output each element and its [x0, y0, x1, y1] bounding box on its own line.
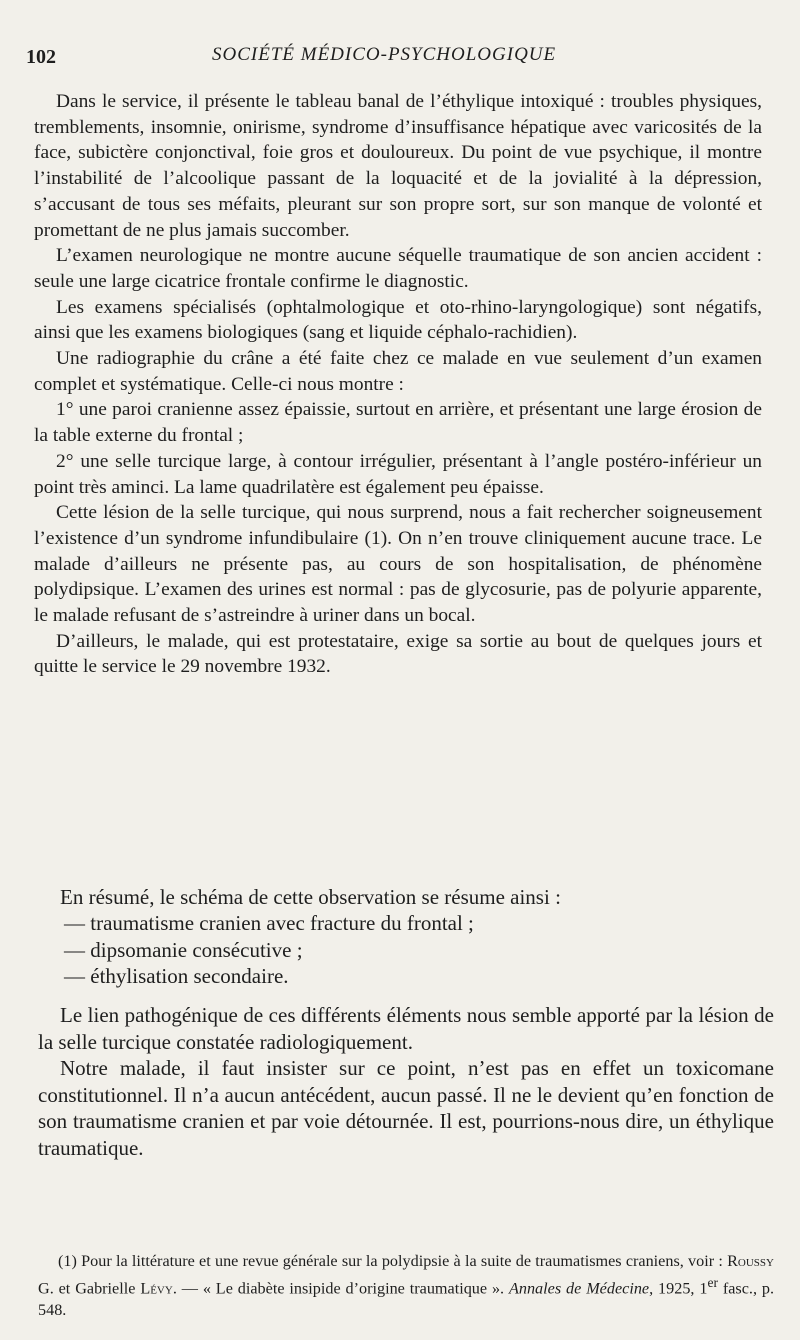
paragraph: Cette lésion de la selle turcique, qui nous surprend, nous a fait rechercher soigneusement l’existence d’un syndrome infundibulaire (1). On n’en trouve cliniquement aucune trace. Le malade d’ailleurs ne présente pas, au cours de son hospitalisation, de phénomène polydipsique. L’examen des urines est normal : pas de glycosurie, pas de polyurie apparente, le malade refusant de s’astreindre à uriner dans un bocal. [34, 502, 762, 627]
closing-section [38, 1002, 774, 1162]
paragraph: L’examen neurologique ne montre aucune séquelle traumatique de son ancien accident : seule une large cicatrice frontale confirme le diagnostic. [34, 245, 762, 292]
footnote-text: Pour la littérature et une revue générale sur la polydipsie à la suite de traumatismes craniens, voir : [76, 1252, 728, 1270]
footnote-author: Lévy [140, 1279, 173, 1298]
footnote-text: , 1925, 1 [649, 1279, 708, 1298]
footnote-author: Roussy [727, 1252, 774, 1270]
footnote-text: G. et Gabrielle [38, 1279, 141, 1298]
summary-section [38, 884, 774, 989]
footnote-text: . — « Le diabète insipide d’origine traumatique ». [172, 1279, 509, 1298]
summary-item: — éthylisation secondaire. [64, 964, 289, 989]
footnote [38, 1250, 774, 1321]
paragraph: Le lien pathogénique de ces différents éléments nous semble apporté par la lésion de la selle turcique constatée radiologiquement. [38, 1003, 774, 1054]
paragraph: D’ailleurs, le malade, qui est protestataire, exige sa sortie au bout de quelques jours et quitte le service le 29 novembre 1932. [34, 630, 762, 678]
page-header [0, 44, 800, 74]
finding-item: 1° une paroi cranienne assez épaissie, surtout en arrière, et présentant une large érosion de la table externe du frontal ; [34, 399, 762, 447]
paragraph: Notre malade, il faut insister sur ce point, n’est pas en effet un toxicomane constitutionnel. Il n’a aucun antécédent, aucun passé. Il ne le devient qu’en fonction de son traumatisme cranien et par voie détournée. Il est, pourrions-nous dire, un éthylique traumatique. [38, 1056, 774, 1160]
footnote-text: fasc., p. 548. [38, 1279, 775, 1320]
footnote-superscript: er [707, 1275, 718, 1290]
page-number: 102 [26, 46, 56, 68]
footnote-journal: Annales de Médecine [508, 1279, 650, 1298]
summary-list [38, 910, 774, 989]
finding-item: 2° une selle turcique large, à contour irrégulier, présentant à l’angle postéro-inférieur un point très aminci. La lame quadrilatère est également peu épaisse. [34, 450, 762, 498]
summary-intro: En résumé, le schéma de cette observation se résume ainsi : [60, 885, 561, 909]
paragraph: Dans le service, il présente le tableau banal de l’éthylique intoxiqué : troubles physiques, tremblements, insomnie, onirisme, syndrome d’insuffisance hépatique avec varicosités de la face, subictère conjonctival, foie gros et douloureux. Du point de vue psychique, il montre l’instabilité de l’alcoolique passant de la loquacité et de la jovialité à la dépression, s’accusant de tous ses méfaits, pleurant sur son propre sort, sur son manque de volonté et promettant de ne plus jamais succomber. [34, 91, 762, 241]
paragraph: Les examens spécialisés (ophtalmologique et oto-rhino-laryngologique) sont négatifs, ainsi que les examens biologiques (sang et liquide céphalo-rachidien). [34, 296, 762, 344]
footnote-marker: (1) [58, 1252, 77, 1270]
main-text [34, 89, 762, 680]
running-title: SOCIÉTÉ MÉDICO-PSYCHOLOGIQUE [212, 44, 557, 65]
paragraph: Une radiographie du crâne a été faite chez ce malade en vue seulement d’un examen complet et systématique. Celle-ci nous montre : [34, 348, 762, 395]
summary-item: — dipsomanie consécutive ; [64, 937, 303, 962]
summary-item: — traumatisme cranien avec fracture du frontal ; [64, 911, 474, 936]
